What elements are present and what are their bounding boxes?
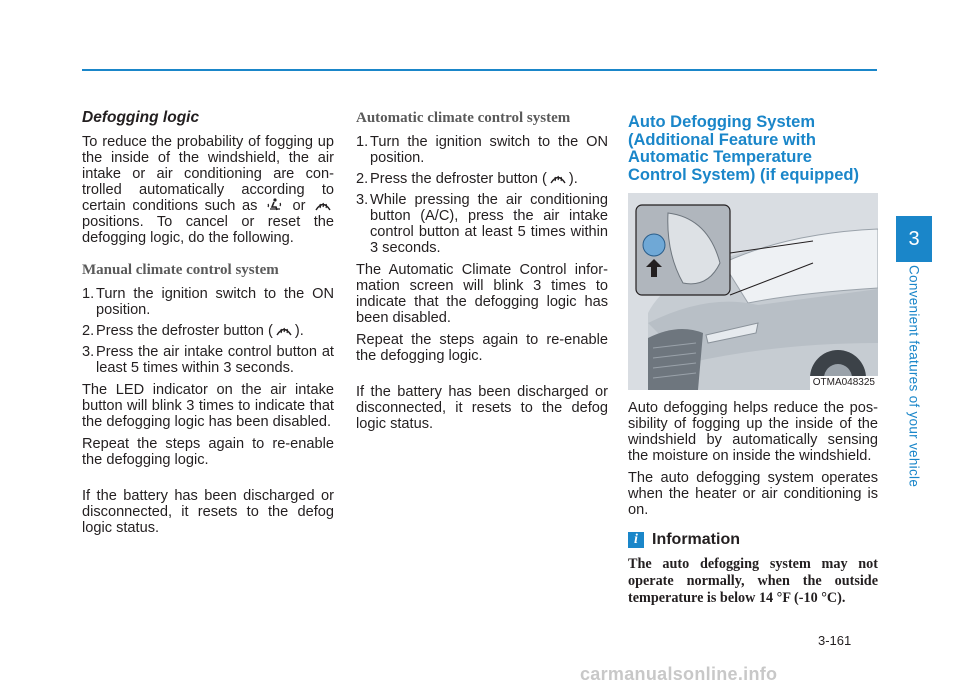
watermark: carmanualsonline.info (580, 664, 778, 684)
paragraph: If the battery has been discharged or disconnected, it resets to the defog logic status. (82, 488, 334, 536)
defroster-icon (314, 198, 332, 212)
intro-paragraph (82, 134, 334, 246)
defroster-icon (549, 171, 567, 185)
list-item: 2. Press the defroster button ( ). (82, 323, 304, 339)
figure-code: OTMA048325 (810, 376, 878, 390)
steps-list (82, 286, 334, 376)
paragraph: The LED indicator on the air intake button will blink 3 times to indicate that the defogging logic has been disabled. (82, 382, 334, 430)
paragraph: The Automatic Climate Control infor-mation screen will blink 3 times to indicate that the defogging logic has been disabled. (356, 262, 608, 326)
list-item: 1. Turn the ignition switch to the ON position. (356, 134, 608, 166)
section-heading-blue: Auto Defogging System (Additional Feature with Automatic Temperature Control System) (if equipped) (628, 113, 859, 184)
information-icon: i (628, 532, 644, 548)
top-rule (82, 69, 877, 71)
paragraph: Auto defogging helps reduce the pos-sibility of fogging up the inside of the windshield by automatically sensing the moisture on inside the windshield. (628, 400, 878, 464)
information-heading: Information (652, 531, 740, 548)
list-item: 1. Turn the ignition switch to the ON position. (82, 286, 334, 318)
paragraph: If the battery has been discharged or disconnected, it resets to the defog logic status. (356, 384, 608, 432)
section-heading: Defogging logic (82, 109, 200, 126)
subheading-manual: Manual climate control system (82, 262, 279, 278)
subheading-automatic: Automatic climate control system (356, 110, 571, 126)
column-left (82, 108, 334, 542)
intro-text-a: To reduce the probability of fogging up the inside of the windshield, the air intake or air conditioning are con-trolled automatically according to certain conditions such as (82, 134, 334, 214)
information-box-title (628, 532, 878, 548)
information-text: The auto defogging system may not operate normally, when the outside temperature is below 14 °F (-10 °C). (628, 556, 878, 606)
paragraph: Repeat the steps again to re-enable the defogging logic. (356, 332, 608, 364)
car-illustration (628, 193, 878, 390)
chapter-tab: 3 (896, 216, 932, 262)
column-middle (356, 110, 608, 438)
paragraph: The auto defogging system operates when the heater or air conditioning is on. (628, 470, 878, 518)
intro-or: or (292, 198, 306, 214)
defroster-icon (275, 323, 293, 337)
steps-list (356, 134, 608, 256)
list-item: 3. While pressing the air conditioning button (A/C), press the air intake control button at least 5 times within 3 seconds. (356, 192, 608, 256)
intro-text-b: positions. To cancel or reset the defogging logic, do the following. (82, 214, 334, 246)
list-item: 2. Press the defroster button ( ). (356, 171, 578, 187)
floor-defrost-icon (266, 198, 284, 212)
paragraph: Repeat the steps again to re-enable the defogging logic. (82, 436, 334, 468)
page-number: 3-161 (818, 633, 852, 648)
list-item: 3. Press the air intake control button at least 5 times within 3 seconds. (82, 344, 334, 376)
column-right (628, 114, 878, 613)
